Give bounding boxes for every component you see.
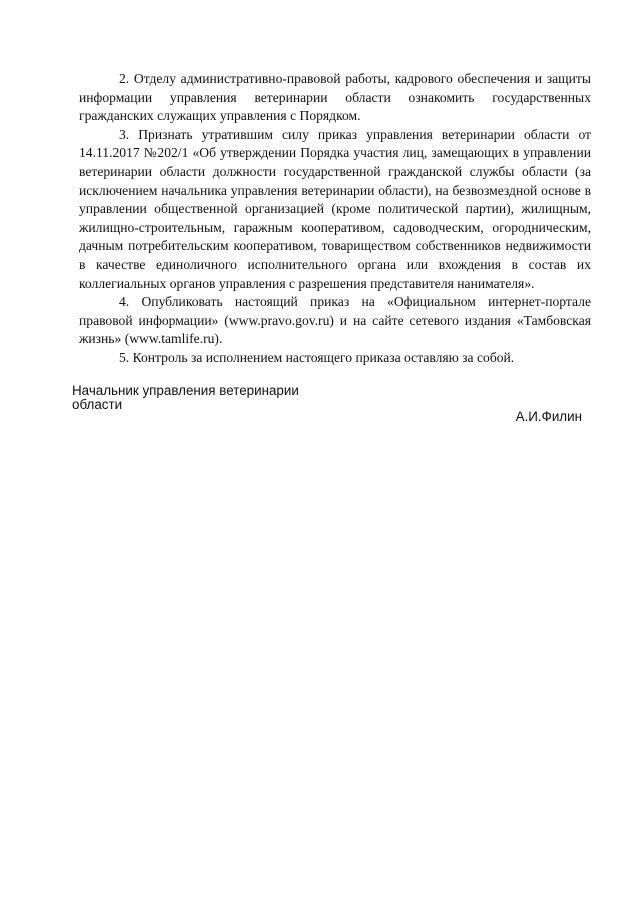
paragraph-2: 2. Отделу административно-правовой работы, кадрового обеспечения и защиты информации управления ветеринарии области ознакомить государственных гражданских служащих управления с Порядком. [79, 71, 591, 124]
paragraph-4: 4. Опубликовать настоящий приказ на «Официальном интернет-портале правовой информации» (www.pravo.gov.ru) и на сайте сетевого издания «Тамбовская жизнь» (www.tamlife.ru). [79, 294, 591, 347]
signature-block [72, 383, 592, 424]
paragraph-5: 5. Контроль за исполнением настоящего приказа оставляю за собой. [119, 349, 515, 365]
signatory-name: А.И.Филин [515, 409, 582, 424]
document-body [79, 70, 591, 368]
signatory-position-line1: Начальник управления ветеринарии [72, 383, 299, 398]
paragraph-3: 3. Признать утратившим силу приказ управления ветеринарии области от 14.11.2017 №202/1 «Об утверждении Порядка участия лиц, замещающих в управлении ветеринарии области должности государственной гражданской службы области (за исключением начальника управления ветеринарии области), на безвозмездной основе в управлении общественной организацией (кроме политической партии), жилищным, жилищно-строительным, гаражным кооперативом, садоводческим, огородническим, дачным потребительским кооперативом, товариществом собственников недвижимости в качестве единоличного исполнительного органа или вхождения в состав их коллегиальных органов управления с разрешения представителя нанимателя». [79, 126, 591, 291]
signatory-position-line2: области [72, 397, 123, 412]
